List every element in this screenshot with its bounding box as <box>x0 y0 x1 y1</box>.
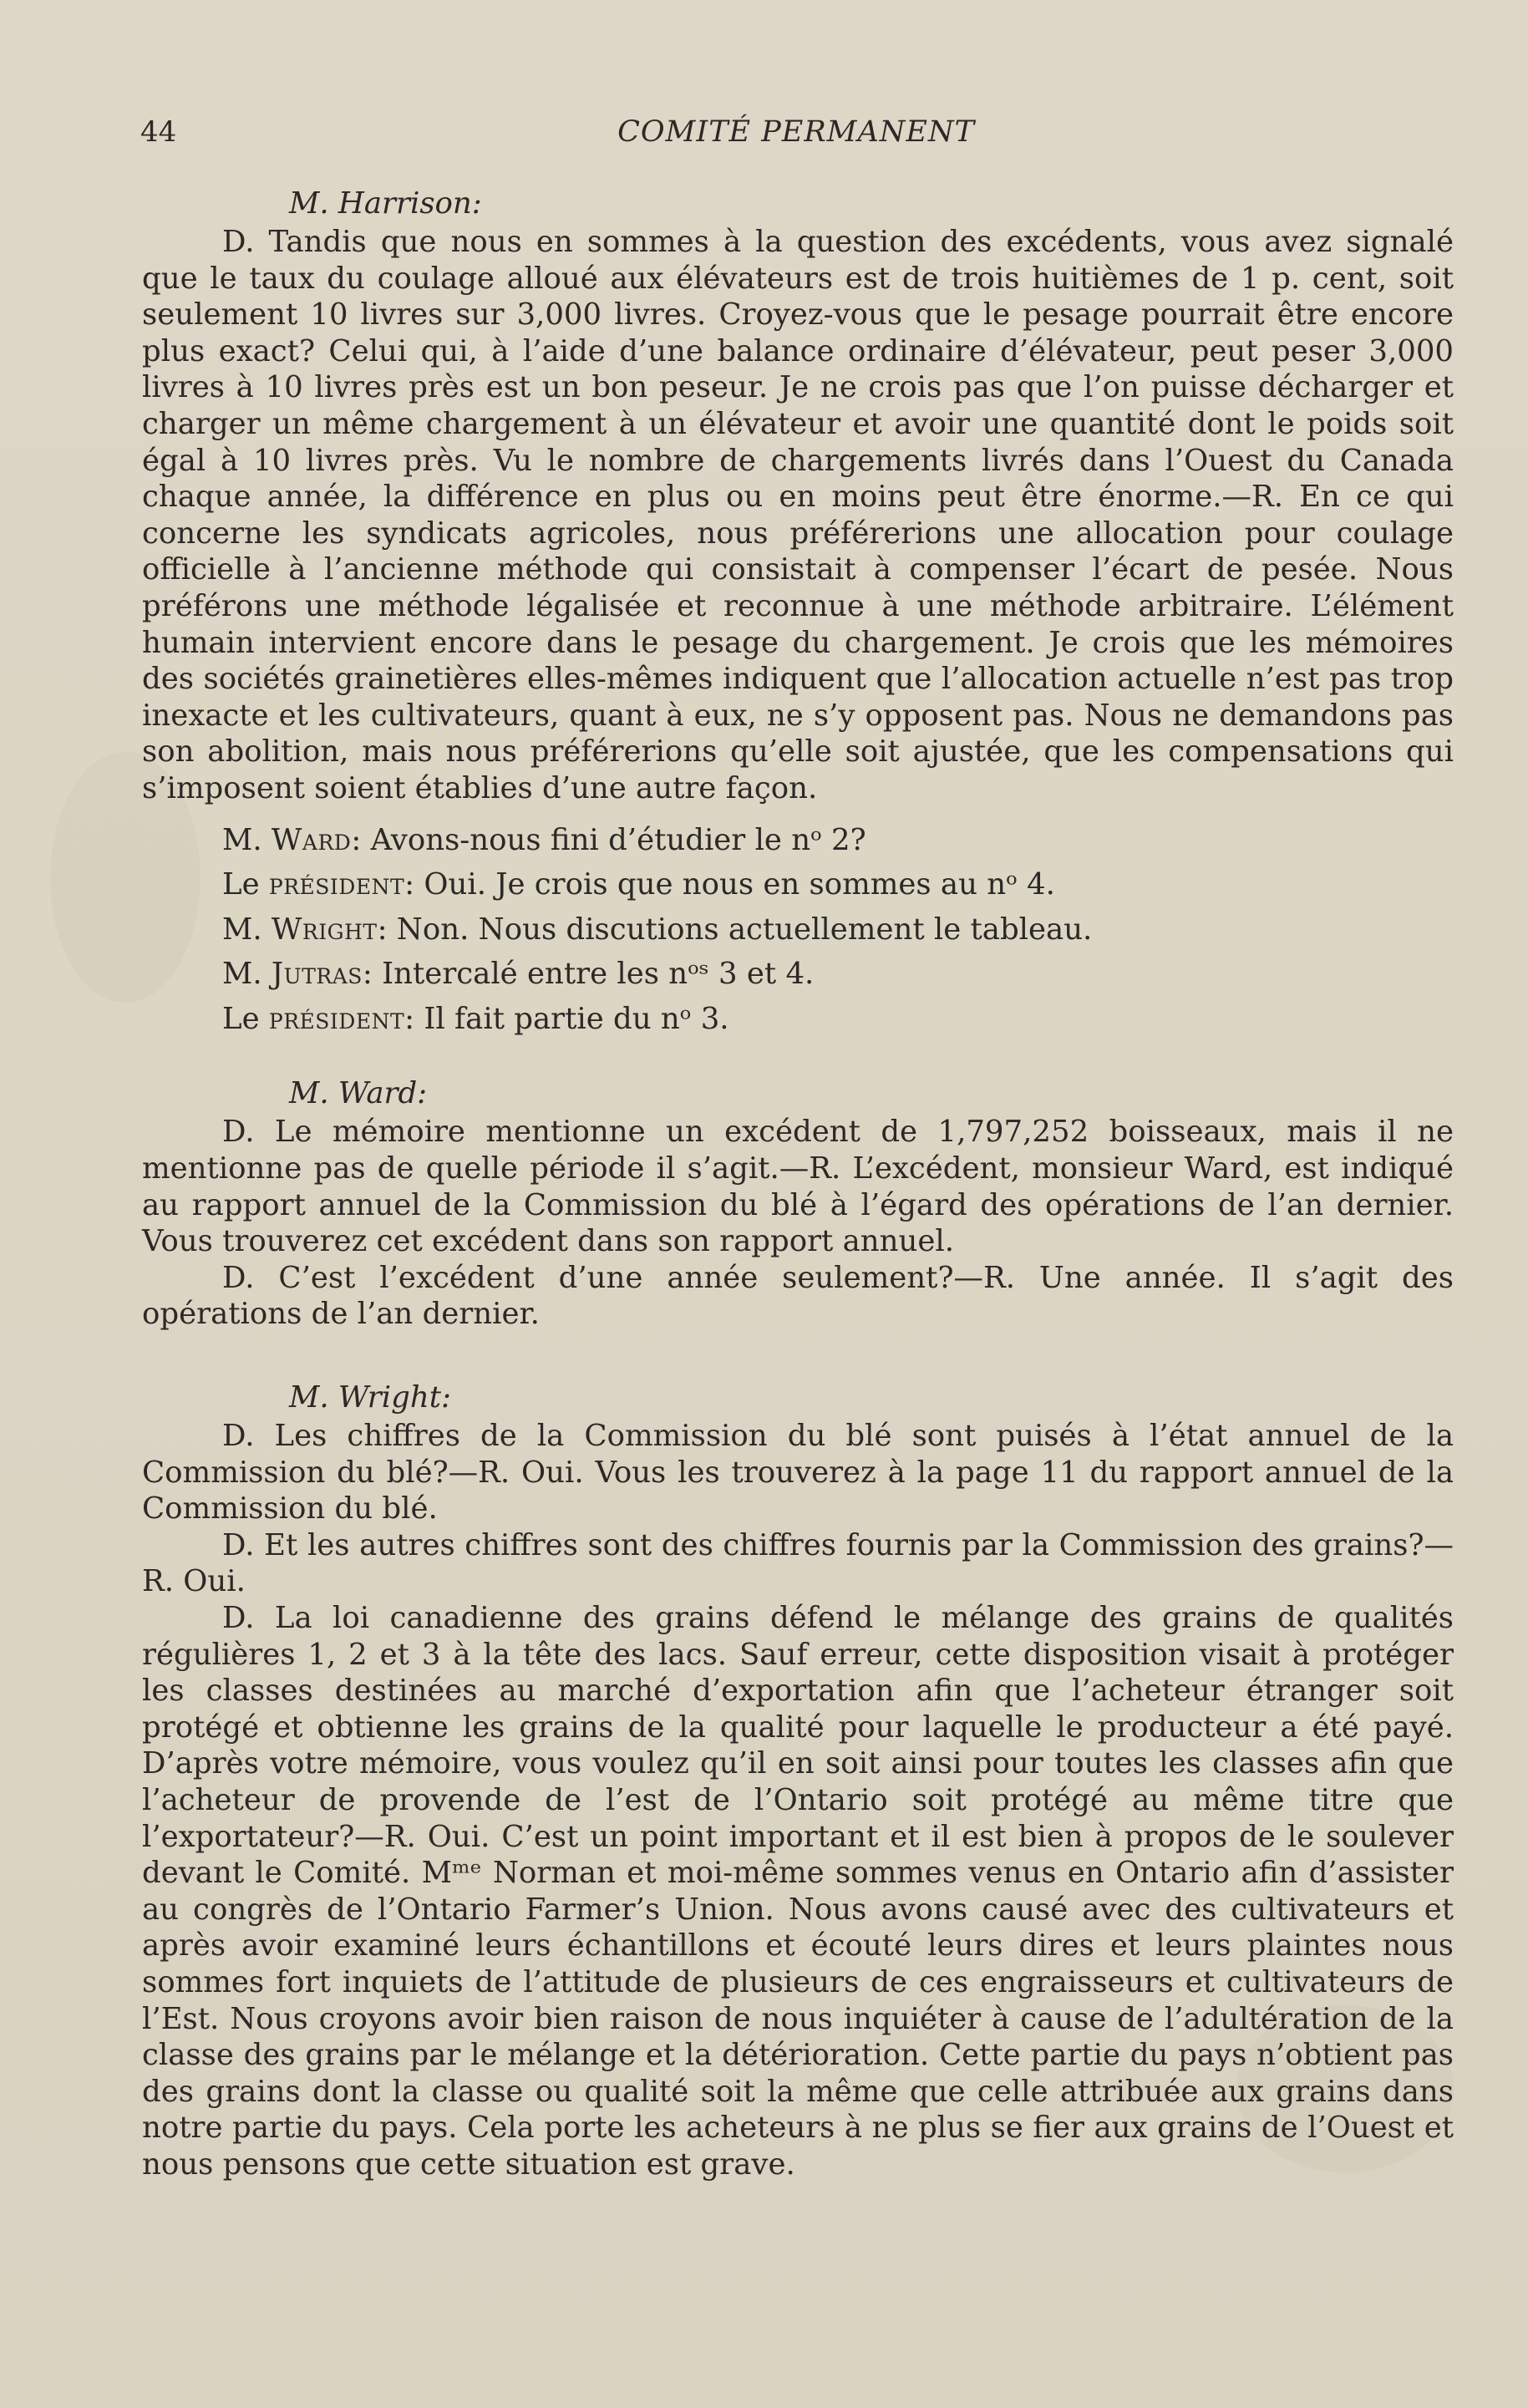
paragraph: D. Le mémoire mentionne un excédent de 1,797,252 boisseaux, mais il ne mentionne pas de quelle période il s’agit.—R. L’excédent, monsieur Ward, est indiqué au rapport annuel de la Commission du blé à l’égard des opérations de l’an dernier. Vous trouverez cet excédent dans son rapport annuel. <box>142 1115 1454 1259</box>
speaker-name: président <box>268 867 405 902</box>
speaker-name: Ward <box>271 822 352 857</box>
section-ward <box>142 1075 1454 1333</box>
exchange-line: M. Jutras: Intercalé entre les nᵒˢ 3 et 4. <box>222 957 815 992</box>
exchange-line: Le président: Oui. Je crois que nous en sommes au nᵒ 4. <box>222 867 1055 902</box>
exchange-line: Le président: Il fait partie du nᵒ 3. <box>222 1001 729 1036</box>
speaker-heading: M. Wright: <box>289 1380 451 1415</box>
exchange-line: M. Ward: Avons-nous fini d’étudier le nᵒ 2? <box>222 822 866 857</box>
speaker-name: Wright <box>271 912 378 947</box>
speaker-name: président <box>268 1001 405 1036</box>
speaker-heading: M. Ward: <box>289 1076 428 1111</box>
running-head: COMITÉ PERMANENT <box>617 115 975 149</box>
section-harrison <box>142 185 1454 807</box>
paragraph: D. Les chiffres de la Commission du blé sont puisés à l’état annuel de la Commission du blé?—R. Oui. Vous les trouverez à la page 11 du rapport annuel de la Commission du blé. <box>142 1419 1454 1527</box>
section-wright <box>142 1379 1454 2182</box>
committee-exchange <box>142 822 1454 1038</box>
speaker-name: Jutras <box>271 957 363 992</box>
page-number: 44 <box>140 115 177 149</box>
paragraph: D. Et les autres chiffres sont des chiffres fournis par la Commission des grains?—R. Oui. <box>142 1527 1454 1599</box>
page-header <box>140 115 1452 154</box>
paragraph: D. La loi canadienne des grains défend le mélange des grains de qualités régulières 1, 2 et 3 à la tête des lacs. Sauf erreur, cette disposition visait à protéger les classes destinées au marché d’exportation afin que l’acheteur étranger soit protégé et obtienne les grains de la qualité pour laquelle le producteur a été payé. D’après votre mémoire, vous voulez qu’il en soit ainsi pour toutes les classes afin que l’acheteur de provende de l’est de l’Ontario soit protégé au même titre que l’exportateur?—R. Oui. C’est un point important et il est bien à propos de le soulever devant le Comité. Mᵐᵉ Norman et moi-même sommes venus en Ontario afin d’assister au congrès de l’Ontario Farmer’s Union. Nous avons causé avec des cultivateurs et après avoir examiné leurs échantillons et écouté leurs dires et leurs plaintes nous sommes fort inquiets de l’attitude de plusieurs de ces engraisseurs et cultivateurs de l’Est. Nous croyons avoir bien raison de nous inquiéter à cause de l’adultération de la classe des grains par le mélange et la détérioration. Cette partie du pays n’obtient pas des grains dont la classe ou qualité soit la même que celle attribuée aux grains dans notre partie du pays. Cela porte les acheteurs à ne plus se fier aux grains de l’Ouest et nous pensons que cette situation est grave. <box>142 1601 1454 2182</box>
paragraph: D. C’est l’excédent d’une année seulement?—R. Une année. Il s’agit des opérations de l’an dernier. <box>142 1260 1454 1332</box>
page-body <box>142 185 1454 2230</box>
exchange-line: M. Wright: Non. Nous discutions actuellement le tableau. <box>222 912 1093 947</box>
paragraph: D. Tandis que nous en sommes à la question des excédents, vous avez signalé que le taux du coulage alloué aux élévateurs est de trois huitièmes de 1 p. cent, soit seulement 10 livres sur 3,000 livres. Croyez-vous que le pesage pourrait être encore plus exact? Celui qui, à l’aide d’une balance ordinaire d’élévateur, peut peser 3,000 livres à 10 livres près est un bon peseur. Je ne crois pas que l’on puisse décharger et charger un même chargement à un élévateur et avoir une quantité dont le poids soit égal à 10 livres près. Vu le nombre de chargements livrés dans l’Ouest du Canada chaque année, la différence en plus ou en moins peut être énorme.—R. En ce qui concerne les syndicats agricoles, nous préférerions une allocation pour coulage officielle à l’ancienne méthode qui consistait à compenser l’écart de pesée. Nous préférons une méthode légalisée et reconnue à une méthode arbitraire. L’élément humain intervient encore dans le pesage du chargement. Je crois que les mémoires des sociétés grainetières elles-mêmes indiquent que l’allocation actuelle n’est pas trop inexacte et les cultivateurs, quant à eux, ne s’y opposent pas. Nous ne demandons pas son abolition, mais nous préférerions qu’elle soit ajustée, que les compensations qui s’imposent soient établies d’une autre façon. <box>142 225 1454 805</box>
speaker-heading: M. Harrison: <box>289 186 482 221</box>
